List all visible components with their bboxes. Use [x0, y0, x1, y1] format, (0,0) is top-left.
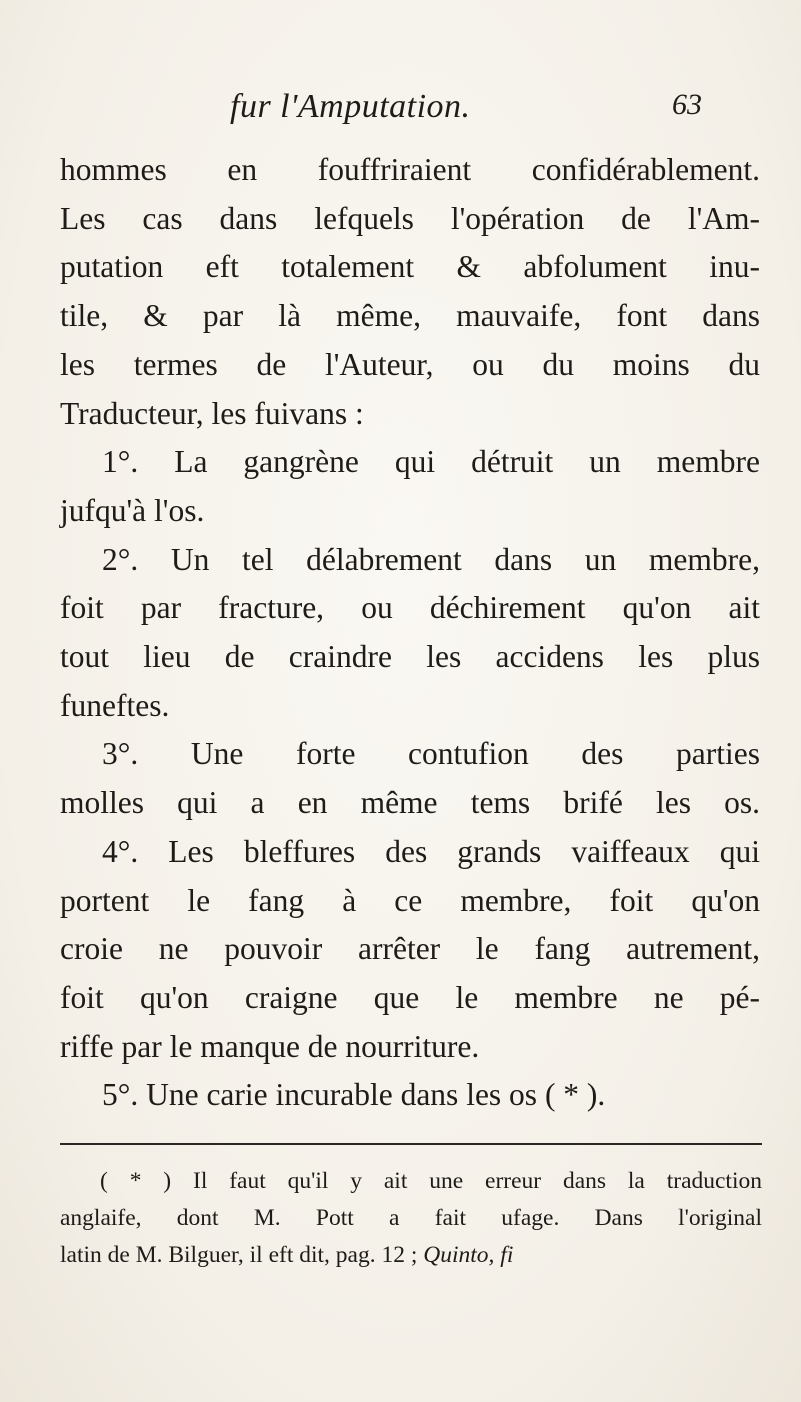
text-line: foit par fracture, ou déchirement qu'on ait	[60, 590, 760, 626]
text-line: riffe par le manque de nourriture.	[60, 1028, 480, 1064]
footnote-line	[60, 1237, 762, 1274]
text-line: molles qui a en même tems brifé les os.	[60, 785, 760, 821]
text-line: croie ne pouvoir arrêter le fang autrement,	[60, 931, 760, 967]
footnote-rule	[60, 1143, 762, 1145]
footnote-line: ( * ) Il faut qu'il y ait une erreur dans la traduction	[100, 1168, 762, 1194]
running-head	[0, 88, 801, 134]
body-text	[60, 146, 760, 1120]
footnote	[60, 1163, 762, 1274]
text-line: tout lieu de craindre les accidens les plus	[60, 639, 760, 675]
text-line: les termes de l'Auteur, ou du moins du	[60, 346, 760, 382]
text-line: Traducteur, les fuivans :	[60, 395, 364, 431]
text-line: putation eft totalement & abfolument inu-	[60, 249, 760, 285]
text-line: funeftes.	[60, 687, 170, 723]
text-line: foit qu'on craigne que le membre ne pé-	[60, 979, 760, 1015]
footnote-italic-text: Quinto, fi	[423, 1242, 514, 1268]
list-item-5: 5°. Une carie incurable dans les os ( * ).	[102, 1077, 606, 1113]
text-line: jufqu'à l'os.	[60, 492, 205, 528]
running-title: fur l'Amputation.	[230, 88, 471, 125]
footnote-line: anglaife, dont M. Pott a fait ufage. Dans l'original	[60, 1205, 762, 1231]
page-number: 63	[672, 88, 702, 121]
list-item-3: 3°. Une forte contufion des parties	[102, 736, 760, 772]
text-line: Les cas dans lefquels l'opération de l'Am-	[60, 200, 760, 236]
footnote-text: latin de M. Bilguer, il eft dit, pag. 12 ;	[60, 1242, 424, 1268]
list-item-2: 2°. Un tel délabrement dans un membre,	[102, 541, 760, 577]
text-line: tile, & par là même, mauvaife, font dans	[60, 298, 760, 334]
text-line: hommes en fouffriraient confidérablement.	[60, 152, 760, 187]
list-item-1: 1°. La gangrène qui détruit un membre	[102, 444, 760, 480]
list-item-4: 4°. Les bleffures des grands vaiffeaux qui	[102, 833, 760, 869]
text-line: portent le fang à ce membre, foit qu'on	[60, 882, 760, 918]
